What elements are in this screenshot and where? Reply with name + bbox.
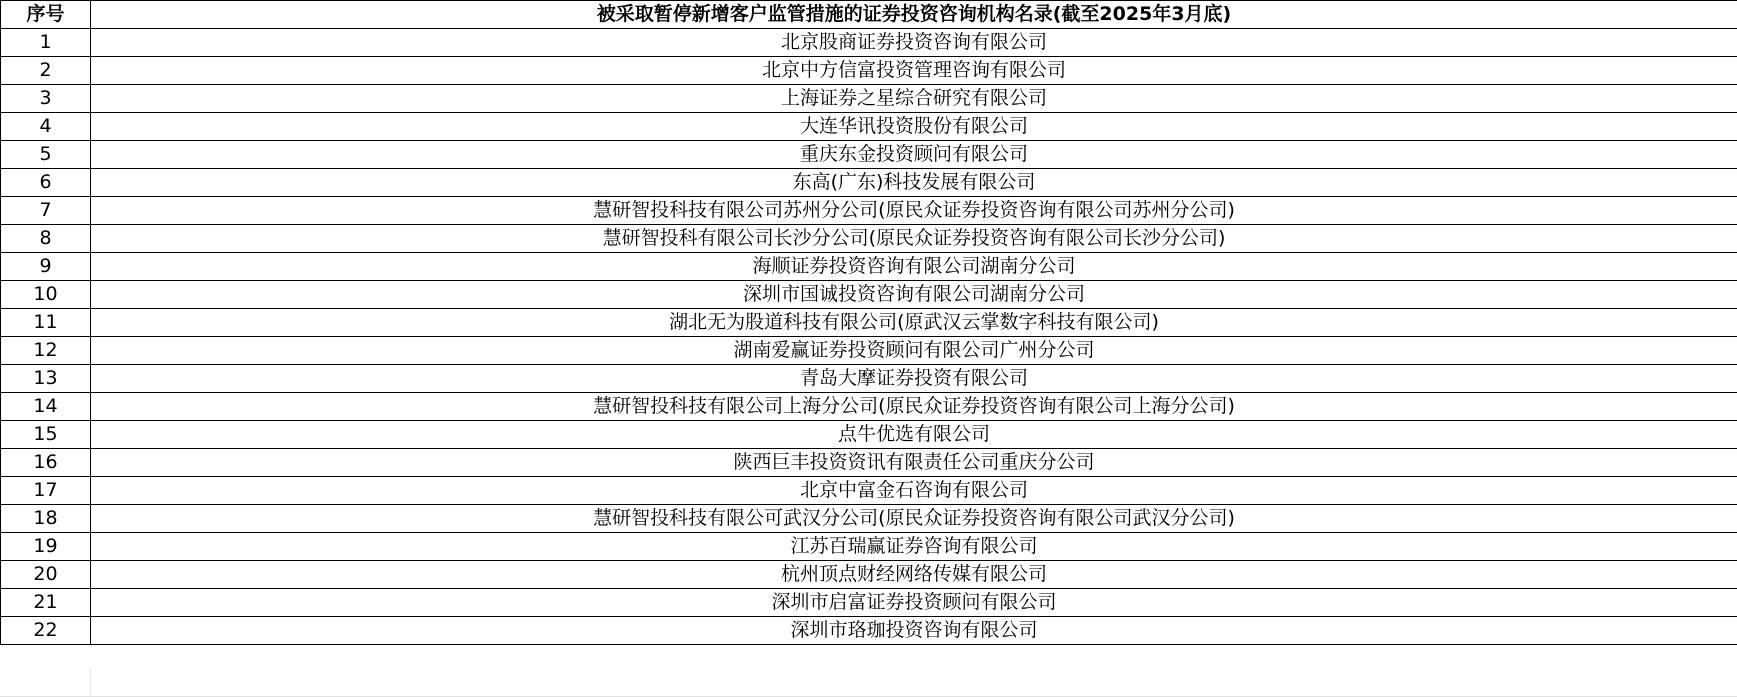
row-name-cell[interactable]: 慧研智投科技有限公司苏州分公司(原民众证券投资咨询有限公司苏州分公司) (91, 197, 1737, 225)
row-index-cell[interactable]: 12 (1, 337, 91, 365)
row-index-cell[interactable]: 1 (1, 29, 91, 57)
header-index-cell[interactable]: 序号 (1, 1, 91, 29)
table-body (1, 29, 1737, 645)
table-row (1, 169, 1737, 197)
table-row (1, 141, 1737, 169)
row-name-cell[interactable]: 东高(广东)科技发展有限公司 (91, 169, 1737, 197)
row-index-cell[interactable]: 20 (1, 561, 91, 589)
row-index-cell[interactable]: 10 (1, 281, 91, 309)
row-index-cell[interactable]: 7 (1, 197, 91, 225)
row-name-cell[interactable]: 北京中方信富投资管理咨询有限公司 (91, 57, 1737, 85)
row-name-cell[interactable]: 青岛大摩证券投资有限公司 (91, 365, 1737, 393)
table-row (1, 533, 1737, 561)
row-index-cell[interactable]: 18 (1, 505, 91, 533)
row-index-cell[interactable]: 8 (1, 225, 91, 253)
row-name-cell[interactable]: 慧研智投科技有限公可武汉分公司(原民众证券投资咨询有限公司武汉分公司) (91, 505, 1737, 533)
table-row (1, 281, 1737, 309)
row-name-cell[interactable]: 湖南爱赢证券投资顾问有限公司广州分公司 (91, 337, 1737, 365)
table-row (1, 29, 1737, 57)
row-name-cell[interactable]: 江苏百瑞赢证券咨询有限公司 (91, 533, 1737, 561)
row-index-cell[interactable]: 15 (1, 421, 91, 449)
row-index-cell[interactable]: 14 (1, 393, 91, 421)
row-index-cell[interactable]: 2 (1, 57, 91, 85)
row-name-cell[interactable]: 深圳市国诚投资咨询有限公司湖南分公司 (91, 281, 1737, 309)
row-name-cell[interactable]: 重庆东金投资顾问有限公司 (91, 141, 1737, 169)
row-index-cell[interactable]: 9 (1, 253, 91, 281)
row-name-cell[interactable]: 大连华讯投资股份有限公司 (91, 113, 1737, 141)
row-name-cell[interactable]: 慧研智投科有限公司长沙分公司(原民众证券投资咨询有限公司长沙分公司) (91, 225, 1737, 253)
row-name-cell[interactable]: 深圳市启富证券投资顾问有限公司 (91, 589, 1737, 617)
table-row (1, 253, 1737, 281)
row-index-cell[interactable]: 13 (1, 365, 91, 393)
table-row (1, 365, 1737, 393)
row-name-cell[interactable]: 杭州顶点财经网络传媒有限公司 (91, 561, 1737, 589)
table-row (1, 617, 1737, 645)
row-index-cell[interactable]: 11 (1, 309, 91, 337)
header-row (1, 1, 1737, 29)
row-index-cell[interactable]: 21 (1, 589, 91, 617)
row-name-cell[interactable]: 北京股商证券投资咨询有限公司 (91, 29, 1737, 57)
row-name-cell[interactable]: 湖北无为股道科技有限公司(原武汉云掌数字科技有限公司) (91, 309, 1737, 337)
row-name-cell[interactable]: 深圳市珞珈投资咨询有限公司 (91, 617, 1737, 645)
row-index-cell[interactable]: 17 (1, 477, 91, 505)
row-index-cell[interactable]: 3 (1, 85, 91, 113)
table-row (1, 197, 1737, 225)
table-row (1, 337, 1737, 365)
row-index-cell[interactable]: 16 (1, 449, 91, 477)
header-name-cell[interactable]: 被采取暂停新增客户监管措施的证券投资咨询机构名录(截至2025年3月底) (91, 1, 1737, 29)
table-row (1, 561, 1737, 589)
row-index-cell[interactable]: 22 (1, 617, 91, 645)
table-row (1, 589, 1737, 617)
table-row (1, 421, 1737, 449)
table-row (1, 113, 1737, 141)
row-index-cell[interactable]: 19 (1, 533, 91, 561)
row-name-cell[interactable]: 上海证券之星综合研究有限公司 (91, 85, 1737, 113)
table-row (1, 449, 1737, 477)
row-index-cell[interactable]: 5 (1, 141, 91, 169)
row-index-cell[interactable]: 4 (1, 113, 91, 141)
row-name-cell[interactable]: 点牛优选有限公司 (91, 421, 1737, 449)
table-row (1, 309, 1737, 337)
empty-cell-gridline-vertical (90, 669, 91, 697)
table-row (1, 57, 1737, 85)
row-name-cell[interactable]: 海顺证券投资咨询有限公司湖南分公司 (91, 253, 1737, 281)
table-row (1, 225, 1737, 253)
row-index-cell[interactable]: 6 (1, 169, 91, 197)
table-row (1, 85, 1737, 113)
row-name-cell[interactable]: 陕西巨丰投资资讯有限责任公司重庆分公司 (91, 449, 1737, 477)
table-row (1, 477, 1737, 505)
row-name-cell[interactable]: 慧研智投科技有限公司上海分公司(原民众证券投资咨询有限公司上海分公司) (91, 393, 1737, 421)
table-row (1, 505, 1737, 533)
table-row (1, 393, 1737, 421)
row-name-cell[interactable]: 北京中富金石咨询有限公司 (91, 477, 1737, 505)
